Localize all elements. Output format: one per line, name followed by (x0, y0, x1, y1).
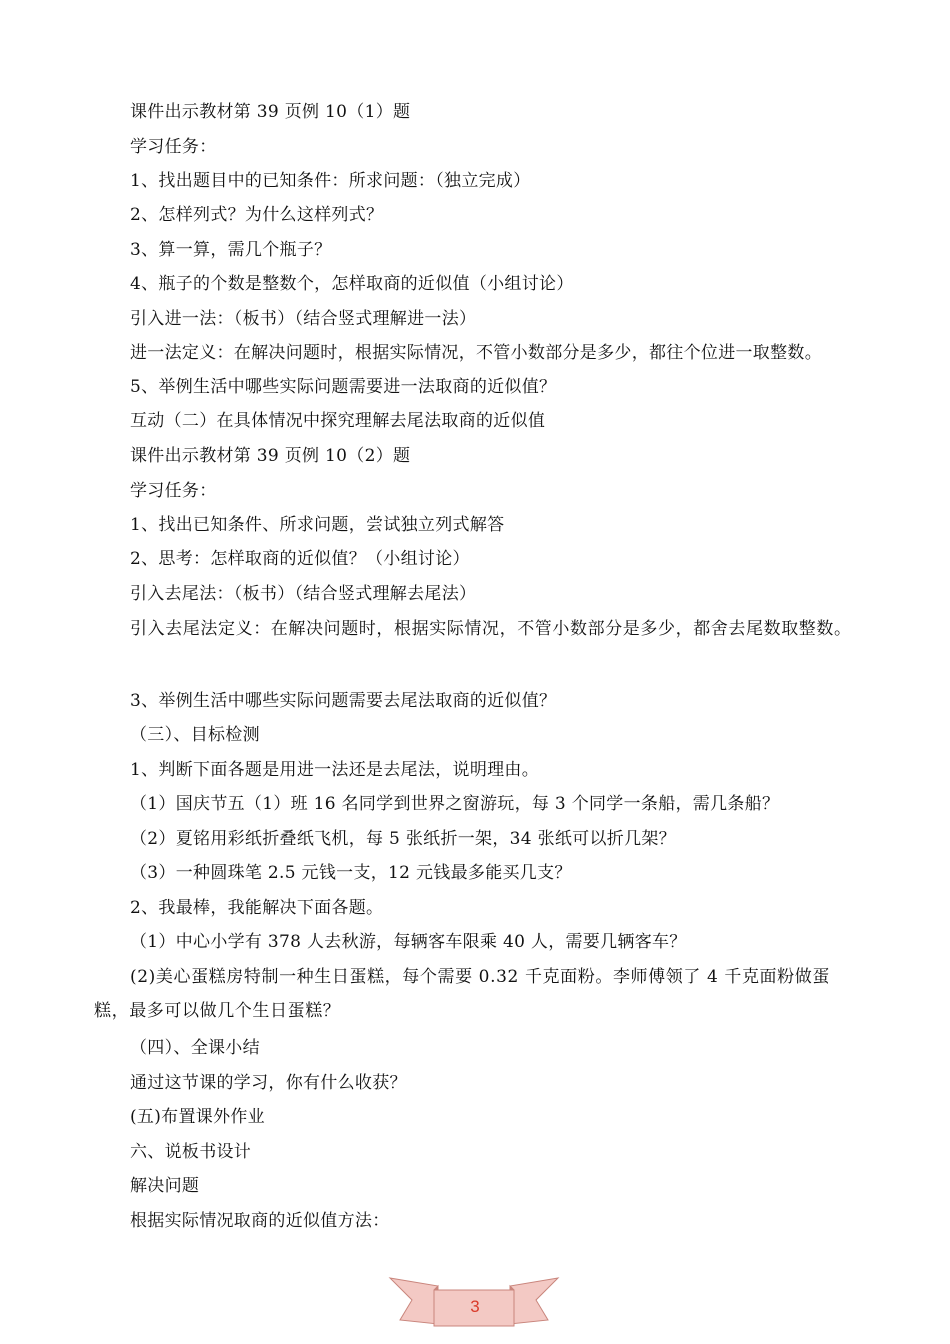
text-line: 进一法定义：在解决问题时，根据实际情况，不管小数部分是多少，都往个位进一取整数。 (130, 343, 822, 363)
ribbon-left-tail (390, 1278, 438, 1324)
text-line: 1、找出已知条件、所求问题，尝试独立列式解答 (130, 515, 505, 535)
text-line: （1）中心小学有 378 人去秋游，每辆客车限乘 40 人，需要几辆客车？ (130, 932, 687, 952)
text-line: （1）国庆节五（1）班 16 名同学到世界之窗游玩，每 3 个同学一条船，需几条船？ (130, 794, 780, 814)
text-line: 5、举例生活中哪些实际问题需要进一法取商的近似值？ (130, 377, 557, 397)
text-line: 课件出示教材第 39 页例 10（2）题 (130, 446, 411, 466)
text-line: 学习任务： (130, 481, 217, 501)
text-line: 4、瓶子的个数是整数个，怎样取商的近似值（小组讨论） (130, 274, 574, 294)
text-line: 引入去尾法：（板书）（结合竖式理解去尾法） (130, 584, 477, 604)
text-paragraph: 引入去尾法定义：在解决问题时，根据实际情况，不管小数部分是多少，都舍去尾数取整数。 (130, 619, 852, 639)
text-line: （3）一种圆珠笔 2.5 元钱一支，12 元钱最多能买几支？ (130, 863, 572, 883)
section-heading: 六、说板书设计 (130, 1142, 252, 1162)
text-line: 2、思考：怎样取商的近似值？（小组讨论） (130, 549, 470, 569)
text-line: 引入进一法：（板书）（结合竖式理解进一法） (130, 309, 477, 329)
text-line: 1、判断下面各题是用进一法还是去尾法，说明理由。 (130, 760, 540, 780)
page-number: 3 (470, 1297, 480, 1316)
text-line: 解决问题 (130, 1176, 200, 1196)
text-line: 1、找出题目中的已知条件：所求问题：（独立完成） (130, 171, 531, 191)
section-heading: 互动（二）在具体情况中探究理解去尾法取商的近似值 (130, 411, 546, 431)
section-heading: （四）、全课小结 (130, 1038, 260, 1058)
text-line: 2、怎样列式？为什么这样列式？ (130, 205, 384, 225)
text-line: 根据实际情况取商的近似值方法： (130, 1211, 390, 1231)
text-line: 3、算一算，需几个瓶子？ (130, 240, 332, 260)
section-heading: （三）、目标检测 (130, 725, 260, 745)
ribbon-right-tail (510, 1278, 558, 1324)
text-line: 课件出示教材第 39 页例 10（1）题 (130, 102, 411, 122)
text-line: 学习任务： (130, 137, 217, 157)
text-line: (五)布置课外作业 (130, 1107, 265, 1127)
text-line: 通过这节课的学习，你有什么收获？ (130, 1073, 407, 1093)
text-line: 2、我最棒，我能解决下面各题。 (130, 898, 384, 918)
text-line: （2）夏铭用彩纸折叠纸飞机，每 5 张纸折一架，34 张纸可以折几架？ (130, 829, 676, 849)
text-line: 3、举例生活中哪些实际问题需要去尾法取商的近似值？ (130, 691, 557, 711)
text-paragraph: (2)美心蛋糕房特制一种生日蛋糕，每个需要 0.32 千克面粉。李师傅领了 4 千克面粉做蛋糕，最多可以做几个生日蛋糕？ (94, 967, 830, 1021)
